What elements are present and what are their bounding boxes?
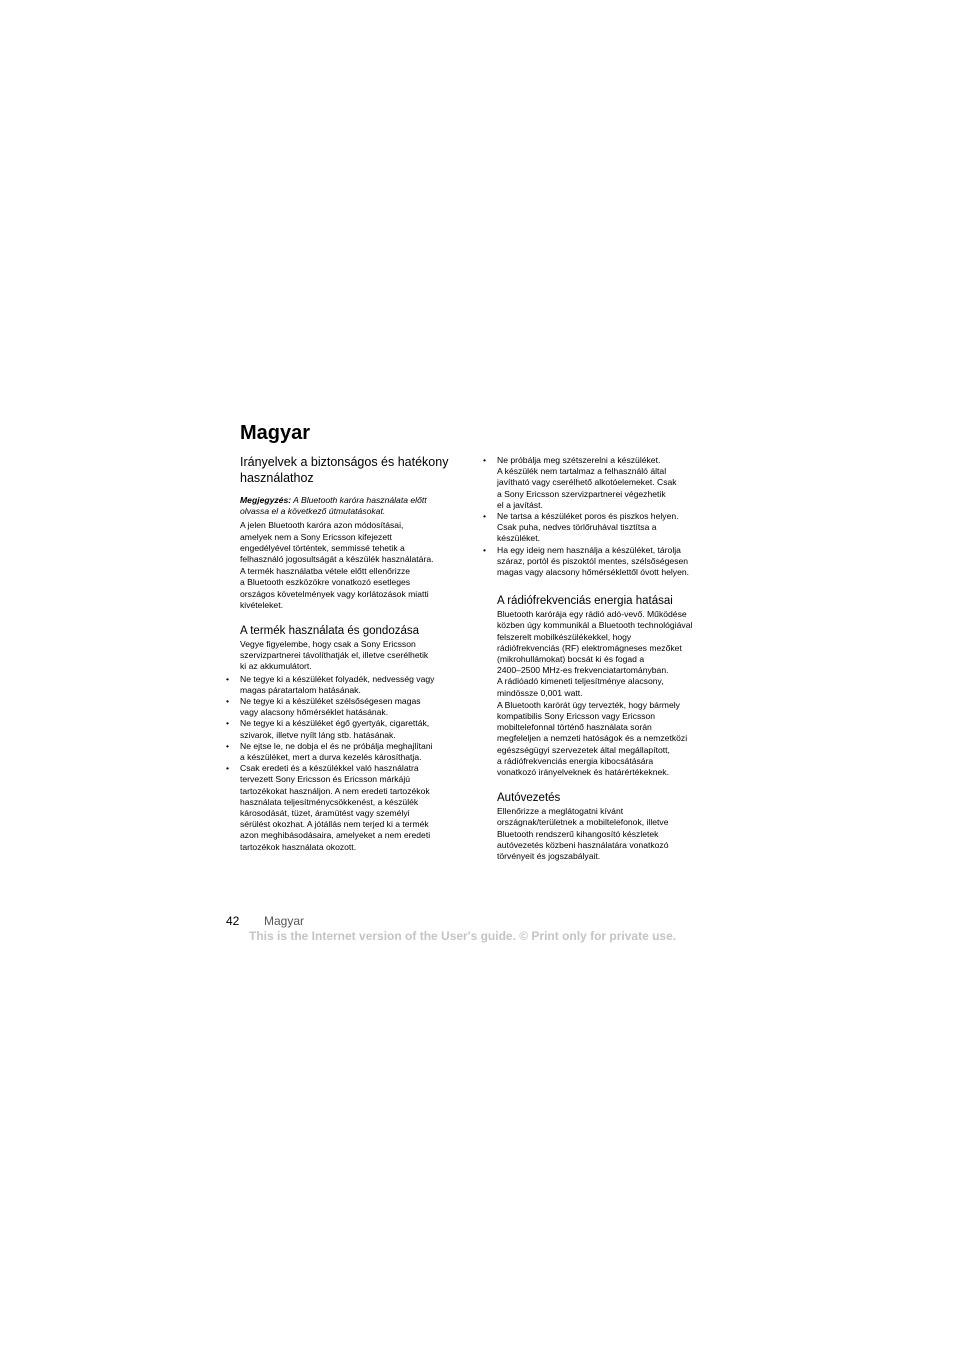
list-item: • Ne ejtse le, ne dobja el és ne próbálja meghajlítani a készüléket, mert a durva kezelés károsíthatja. xyxy=(226,740,433,763)
list-item: • Ne próbálja meg szétszerelni a készüléket. A készülék nem tartalmaz a felhasználó által javítható vagy cserélhető alkotóelemeket. Csak a Sony Ericsson szervizpartnerei végezhetik el a javítást. xyxy=(483,455,677,510)
care-bullet-list-continued xyxy=(483,455,722,578)
product-care-heading: A termék használata és gondozása xyxy=(240,625,420,638)
driving-heading: Autóvezetés xyxy=(497,792,561,805)
left-column xyxy=(226,455,462,853)
list-item: • Ne tegye ki a készüléket folyadék, nedvesség vagy magas páratartalom hatásának. xyxy=(226,673,435,695)
note-paragraph xyxy=(240,495,462,517)
list-item: • Ne tartsa a készüléket poros és piszkos helyen. Csak puha, nedves törlőruhával tisztítsa a készüléket. xyxy=(483,511,679,544)
modification-paragraph: A jelen Bluetooth karóra azon módosításai, amelyek nem a Sony Ericsson kifejezett engedélyével történtek, semmissé tehetik a felhasználó jogosultságát a készülék használatára. xyxy=(240,520,434,565)
list-item: • Ne tegye ki a készüléket szélsőségesen magas vagy alacsony hőmérséklet hatásának. xyxy=(226,696,421,718)
bullet-icon: • xyxy=(483,511,487,522)
bullet-icon: • xyxy=(226,763,230,774)
bullet-icon: • xyxy=(483,455,487,465)
rf-energy-heading: A rádiófrekvenciás energia hatásai xyxy=(497,595,673,608)
right-column xyxy=(483,455,722,863)
rf-paragraph-2: A Bluetooth karórát úgy tervezték, hogy bármely kompatibilis Sony Ericsson vagy Ericsson mobiltelefonnal történő használata során megfeleljen a nemzeti hatóságok és a nemzetközi egészségügyi szervezetek által megállapított, a rádiófrekvenciás energia kibocsátására vonatkozó irányelveknek és határértékeknek. xyxy=(497,699,688,778)
bullet-icon: • xyxy=(226,696,230,707)
battery-paragraph: Vegye figyelembe, hogy csak a Sony Ericsson szervizpartnerei távolíthatják el, illetve cserélhetik ki az akkumulátort. xyxy=(240,639,429,672)
footer-section-label: Magyar xyxy=(264,914,305,928)
rf-paragraph-1: Bluetooth karórája egy rádió adó-vevő. Működése közben úgy kommunikál a Bluetooth technológiával felszerelt mobilkészülékekkel, hogy rádiófrekvenciás (RF) elektromágneses mezőket (mikrohullámokat) bocsát ki és fogad a 2400–2500 MHz-es frekvenciatartományban. A rádióadó kimeneti teljesítménye alacsony, mindössze 0,001 watt. xyxy=(497,609,693,698)
internet-version-notice: This is the Internet version of the User's guide. © Print only for private use. xyxy=(249,929,677,943)
list-item: • Ne tegye ki a készüléket égő gyertyák, cigaretták, szivarok, illetve nyílt láng stb. hatásának. xyxy=(226,718,430,740)
note-label: Megjegyzés: xyxy=(240,495,292,505)
page-title: Magyar xyxy=(240,422,311,444)
bullet-icon: • xyxy=(483,544,487,555)
driving-paragraph: Ellenőrizze a meglátogatni kívánt országnak/területnek a mobiltelefonok, illetve Bluetooth rendszerű kihangosító készletek autóvezetés közbeni használatára vonatkozó törvényeit és jogszabályait. xyxy=(497,806,669,862)
note-text: A Bluetooth karóra használata előtt olvassa el a következő útmutatásokat. xyxy=(240,495,427,517)
bullet-icon: • xyxy=(226,740,230,751)
bullet-icon: • xyxy=(226,673,230,684)
care-bullet-list xyxy=(226,673,462,853)
list-item: • Csak eredeti és a készülékkel való használatra tervezett Sony Ericsson és Ericsson márkájú tartozékokat használjon. A nem eredeti tartozékok használata teljesítménycsökkenést, a készülék károsodását, tüzet, áramütést vagy személyi sérülést okozhat. A jótállás nem terjed ki a termék azon meghibásodásaira, amelyeket a nem eredeti tartozékok használata okozott. xyxy=(226,763,431,852)
safety-guidelines-heading: Irányelvek a biztonságos és hatékony használathoz xyxy=(240,455,449,485)
page-number: 42 xyxy=(226,914,240,928)
list-item: • Ha egy ideig nem használja a készüléket, tárolja száraz, portól és piszoktól mentes, szélsőségesen magas vagy alacsony hőmérséklettől óvott helyen. xyxy=(483,544,690,578)
bullet-icon: • xyxy=(226,718,230,729)
requirements-paragraph: A termék használatba vétele előtt ellenőrizze a Bluetooth eszközökre vonatkozó esetleges országos követelmények vagy korlátozások miatti kivételeket. xyxy=(240,566,429,610)
